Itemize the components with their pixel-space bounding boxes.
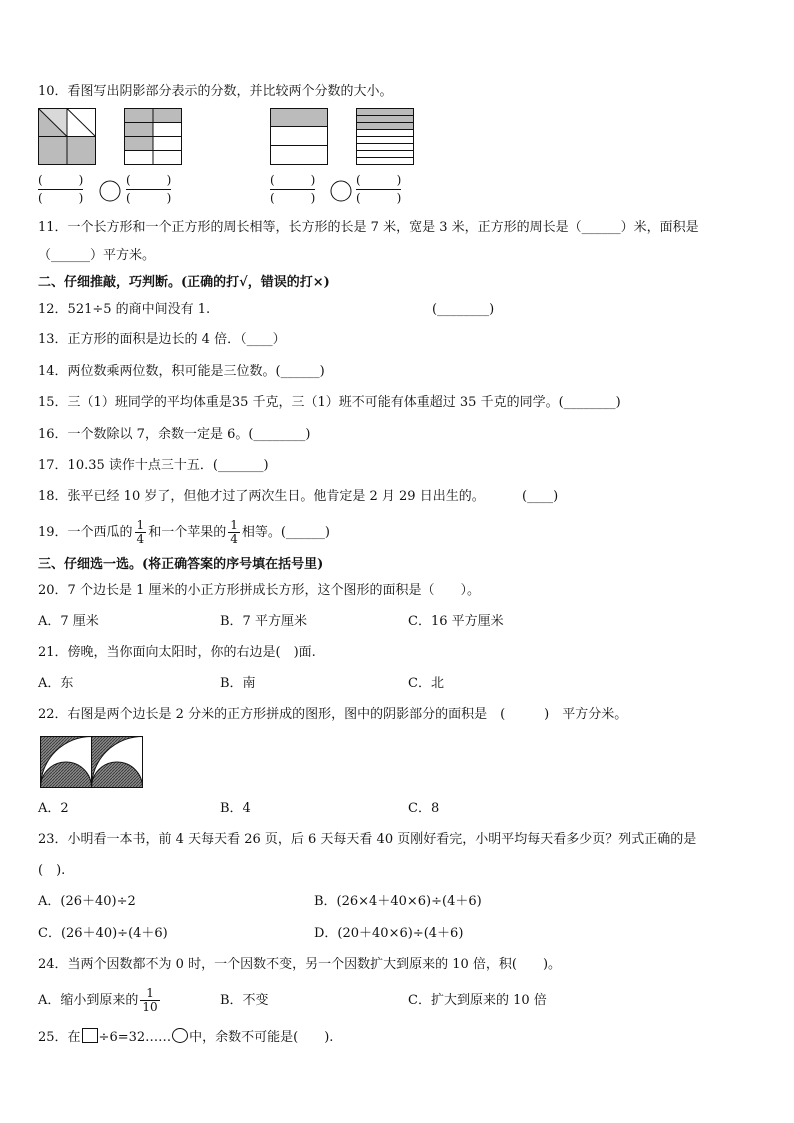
- q10-answer-1[interactable]: ( ) ( ): [38, 173, 84, 205]
- q10-answer-4[interactable]: ( ) ( ): [356, 173, 402, 205]
- section-2-title: 二、仔细推敲，巧判断。(正确的打√，错误的打×): [38, 275, 330, 290]
- q19-text: [38, 516, 330, 550]
- q10-figure-2: [124, 108, 184, 166]
- q13-text: 13．正方形的面积是边长的 4 倍．（____）: [38, 332, 286, 347]
- q20-option-a[interactable]: A．7 厘米: [38, 614, 99, 629]
- q19-pre: 19．一个西瓜的: [38, 525, 133, 540]
- q10-compare-circle-1[interactable]: [99, 180, 121, 202]
- q22-figure: [40, 736, 144, 790]
- q21-option-c[interactable]: C．北: [408, 676, 444, 691]
- q16-text: 16．一个数除以 7，余数一定是 6。(________): [38, 427, 311, 442]
- q10-compare-circle-2[interactable]: [330, 180, 352, 202]
- q19-fraction-1: $\frac{1}{4}$: [136, 518, 145, 546]
- q18-blank[interactable]: (____): [522, 489, 559, 504]
- q24-option-a[interactable]: [38, 984, 162, 1018]
- q23-option-c[interactable]: C．(26＋40)÷(4＋6): [38, 926, 168, 941]
- q25-square-blank[interactable]: [82, 1028, 98, 1043]
- q25-pre: 25．在: [38, 1030, 81, 1045]
- q23-option-b[interactable]: B．(26×4＋40×6)÷(4＋6): [314, 894, 482, 909]
- q20-option-b[interactable]: B．7 平方厘米: [220, 614, 307, 629]
- q10-figure-1: [38, 108, 98, 166]
- q10-figure-3: [270, 108, 330, 166]
- q24-option-c[interactable]: C．扩大到原来的 10 倍: [408, 993, 547, 1008]
- q19-fraction-2: $\frac{1}{4}$: [230, 518, 238, 546]
- q18-text: 18．张平已经 10 岁了，但他才过了两次生日。他肯定是 2 月 29 日出生的。: [38, 489, 485, 504]
- q19-post: 相等。(______): [241, 525, 330, 540]
- q10-answer-3[interactable]: ( ) ( ): [270, 173, 316, 205]
- q10-text: 10．看图写出阴影部分表示的分数，并比较两个分数的大小。: [38, 84, 393, 99]
- q22-option-b[interactable]: B．4: [220, 801, 251, 816]
- q12-blank[interactable]: (________): [432, 302, 495, 317]
- q25-circle-blank[interactable]: [172, 1028, 188, 1043]
- q11-line1: 11．一个长方形和一个正方形的周长相等，长方形的长是 7 米，宽是 3 米，正方形的周长是（______）米，面积是: [38, 220, 699, 235]
- q14-text: 14．两位数乘两位数，积可能是三位数。(______): [38, 364, 325, 379]
- q21-option-a[interactable]: A．东: [38, 676, 74, 691]
- q15-text: 15．三（1）班同学的平均体重是35 千克，三（1）班不可能有体重超过 35 千克的同学。(________): [38, 395, 621, 410]
- q24-option-b[interactable]: B．不变: [220, 993, 269, 1008]
- q23-line1: 23．小明看一本书，前 4 天每天看 26 页，后 6 天每天看 40 页刚好看完，小明平均每天看多少页？列式正确的是: [38, 832, 697, 847]
- q20-option-c[interactable]: C．16 平方厘米: [408, 614, 504, 629]
- q11-line2: （______）平方米。: [38, 248, 156, 263]
- q24-option-a-label: A．缩小到原来的: [38, 993, 139, 1008]
- q17-text: 17．10.35 读作十点三十五．(_______): [38, 458, 269, 473]
- q22-option-c[interactable]: C．8: [408, 801, 440, 816]
- q25-post: 中，余数不可能是( ).: [189, 1030, 334, 1045]
- q22-option-a[interactable]: A．2: [38, 801, 69, 816]
- q21-text: 21．傍晚，当你面向太阳时，你的右边是( )面.: [38, 645, 316, 660]
- q24-fraction: $\frac{1}{10}$: [142, 986, 158, 1014]
- q20-text: 20．7 个边长是 1 厘米的小正方形拼成长方形，这个图形的面积是（ ）。: [38, 583, 480, 598]
- q19-mid: 和一个苹果的: [148, 525, 227, 540]
- q10-answer-2[interactable]: ( ) ( ): [126, 173, 172, 205]
- q25-mid: ÷6=32……: [98, 1030, 172, 1045]
- q12-text: 12．521÷5 的商中间没有 1.: [38, 302, 211, 317]
- q21-option-b[interactable]: B．南: [220, 676, 256, 691]
- q23-option-d[interactable]: D．(20＋40×6)÷(4＋6): [314, 926, 464, 941]
- section-3-title: 三、仔细选一选。(将正确答案的序号填在括号里): [38, 557, 324, 572]
- q22-text: 22．右图是两个边长是 2 分米的正方形拼成的图形，图中的阴影部分的面积是 ( ) 平方分米。: [38, 707, 628, 722]
- q23-option-a[interactable]: A．(26＋40)÷2: [38, 894, 136, 909]
- q23-line2: ( ).: [38, 863, 66, 878]
- q24-text: 24．当两个因数都不为 0 时，一个因数不变，另一个因数扩大到原来的 10 倍，积( )。: [38, 957, 562, 972]
- q10-figure-4: [356, 108, 416, 166]
- q25-text: [38, 1028, 333, 1048]
